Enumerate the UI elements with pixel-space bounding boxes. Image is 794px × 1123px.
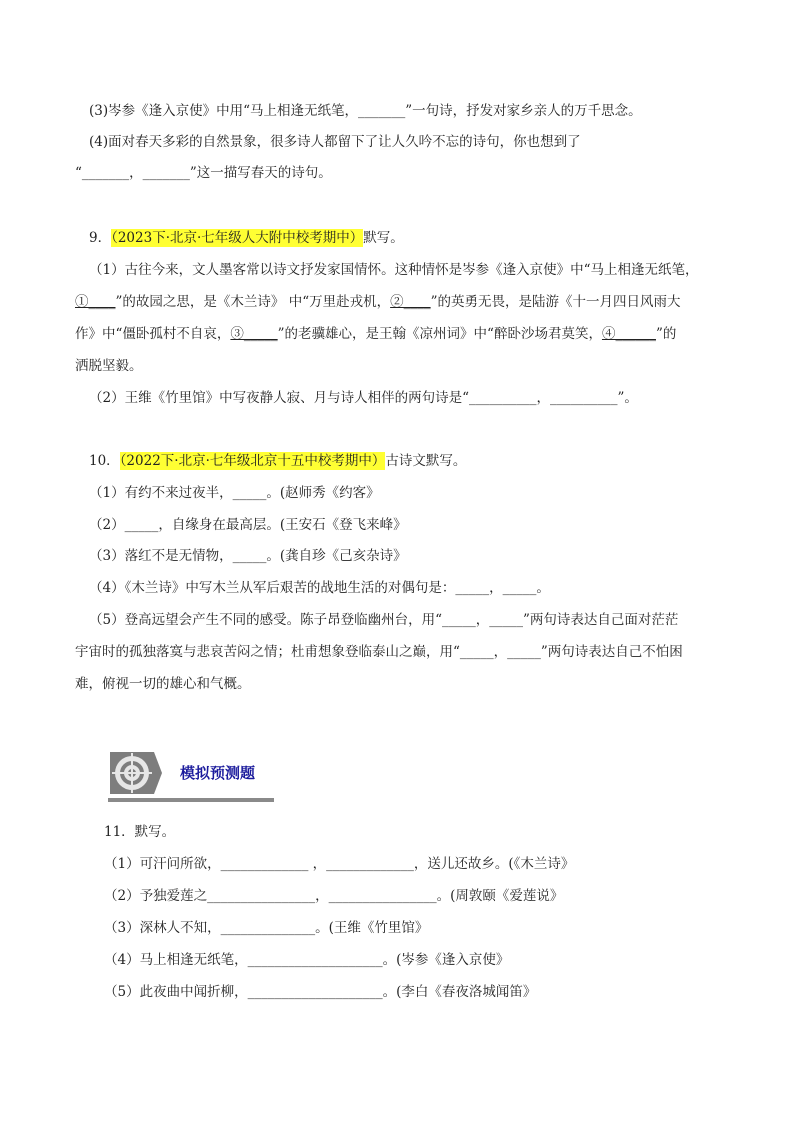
q9-source: （2023下·北京·七年级人大附中校考期中） bbox=[111, 230, 364, 246]
q9-text: 作》中“僵卧孤村不自哀， bbox=[75, 326, 231, 342]
q8-part4-line1: (4)面对春天多彩的自然景象，很多诗人都留下了让人久吟不忘的诗句，你也想到了 bbox=[89, 134, 581, 150]
q10-part5-line3: 难，俯视一切的雄心和气概。 bbox=[75, 676, 251, 692]
q11-part4: （4）马上相逢无纸笔，____________________。(岑参《逢入京使》 bbox=[104, 952, 510, 968]
q9-text: ”的 bbox=[655, 326, 677, 342]
section-title: 模拟预测题 bbox=[180, 764, 256, 782]
q9-text: ”的英勇无畏，是陆游《十一月四日风雨大 bbox=[430, 294, 681, 310]
section-header bbox=[104, 748, 274, 806]
q11-part1: （1）可汗问所欲，_____________ ，_____________，送儿还故乡。(《木兰诗》 bbox=[104, 856, 575, 872]
q11-part5: （5）此夜曲中闻折柳，____________________。(李白《春夜洛城闻笛》 bbox=[104, 984, 537, 1000]
q9-instruction: 默写。 bbox=[363, 230, 404, 246]
q10-part1: （1）有约不来过夜半，_____。(赵师秀《约客》 bbox=[89, 485, 380, 501]
q10-heading bbox=[89, 451, 466, 471]
q9-heading bbox=[89, 228, 404, 248]
q10-instruction: 古诗文默写。 bbox=[385, 453, 467, 469]
q9-part1-line2 bbox=[75, 292, 681, 312]
q10-number: 10． bbox=[89, 453, 120, 469]
q9-blank-1: ①____ bbox=[75, 294, 116, 310]
q9-number: 9． bbox=[89, 230, 112, 246]
q9-part1-line4: 洒脱坚毅。 bbox=[75, 358, 143, 374]
q9-blank-3: ③_____ bbox=[230, 326, 278, 342]
q9-blank-2: ②____ bbox=[390, 294, 431, 310]
q9-part1-line3 bbox=[75, 324, 676, 344]
q11-part2: （2）予独爱莲之________________，________________。(周敦颐《爱莲说》 bbox=[104, 888, 564, 904]
q9-text: ”的老骥雄心，是王翰《凉州词》中“醉卧沙场君莫笑， bbox=[277, 326, 602, 342]
q10-part3: （3）落红不是无情物，_____。(龚自珍《己亥杂诗》 bbox=[89, 548, 407, 564]
q9-part2: （2）王维《竹里馆》中写夜静人寂、月与诗人相伴的两句诗是“__________，__________”。 bbox=[89, 390, 638, 406]
q10-part5-line2: 宇宙时的孤独落寞与悲哀苦闷之情；杜甫想象登临泰山之巅，用“_____，_____”两句诗表达自己不怕困 bbox=[75, 644, 683, 660]
q10-part2: （2）_____，自缘身在最高层。(王安石《登飞来峰》 bbox=[89, 517, 407, 533]
q8-part3: (3)岑参《逢入京使》中用“马上相逢无纸笔，_______”一句诗，抒发对家乡亲人的万千思念。 bbox=[89, 103, 642, 119]
q11-part3: （3）深林人不知，______________。(王维《竹里馆》 bbox=[104, 920, 429, 936]
target-icon bbox=[104, 748, 162, 798]
q10-part5-line1: （5）登高远望会产生不同的感受。陈子昂登临幽州台，用“_____，_____”两句诗表达自己面对茫茫 bbox=[89, 612, 679, 628]
q9-blank-4: ④______ bbox=[601, 326, 656, 342]
q8-part4-line2: “_______，_______”这一描写春天的诗句。 bbox=[75, 165, 332, 181]
q11-intro: 11．默写。 bbox=[104, 824, 176, 840]
q9-text: ”的故园之思，是《木兰诗》 中“万里赴戎机， bbox=[115, 294, 391, 310]
q10-source: （2022下·北京·七年级北京十五中校考期中） bbox=[119, 453, 386, 469]
q10-part4: （4）《木兰诗》中写木兰从军后艰苦的战地生活的对偶句是：_____，_____。 bbox=[89, 580, 550, 596]
q9-part1-line1: （1）古往今来，文人墨客常以诗文抒发家国情怀。这种情怀是岑参《逢入京使》中“马上相逢无纸笔， bbox=[89, 262, 699, 278]
section-rule bbox=[108, 798, 274, 802]
